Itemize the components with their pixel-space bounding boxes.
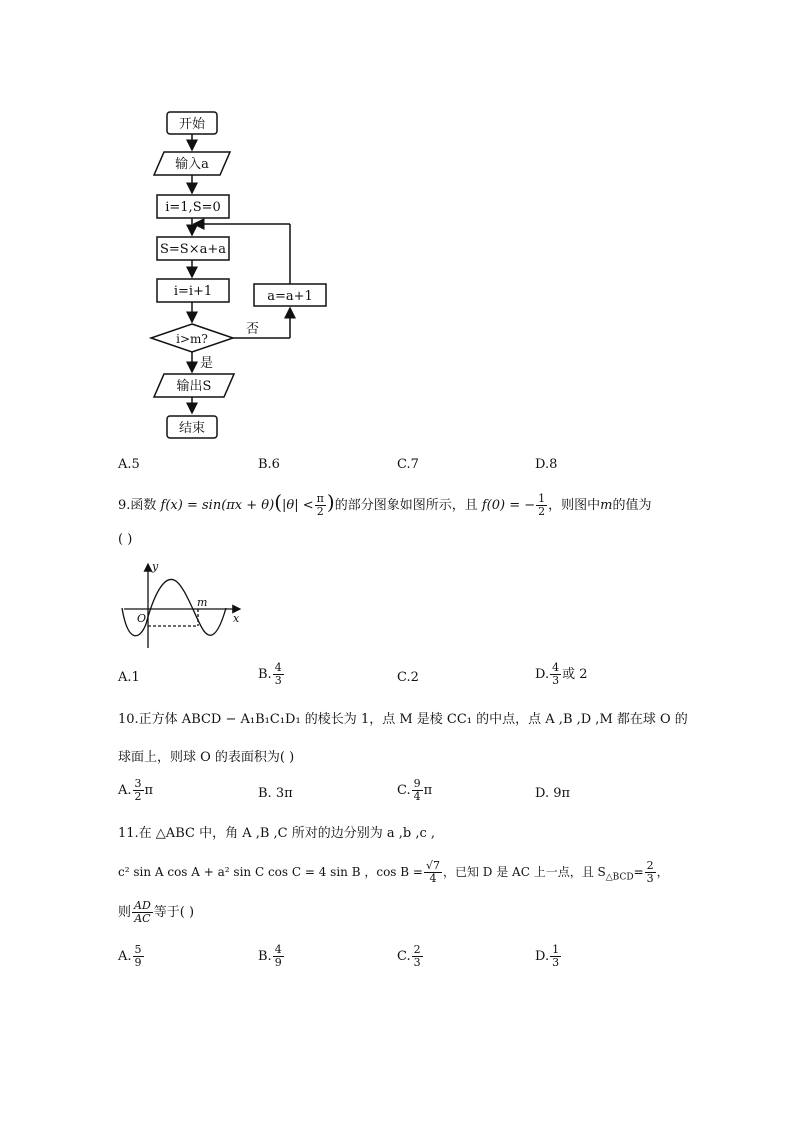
q10-line2: 球面上，则球 O 的表面积为( ): [118, 750, 295, 765]
q9-suffix: ，则图中: [548, 498, 601, 513]
q10-option-c-suffix: π: [423, 783, 433, 798]
q11-line3-den: AC: [134, 912, 151, 925]
q11-option-a-prefix: A.: [118, 949, 132, 964]
q10-option-c-num: 9: [413, 777, 421, 790]
q9-m-label: m: [197, 596, 208, 609]
q11-option-d-prefix: D.: [535, 949, 550, 964]
q11-option-d-num: 1: [552, 943, 560, 956]
q10-option-c: [397, 778, 432, 803]
q9-stem: 9.函数 f(x) = sin(πx + θ)(|θ| < $\frac{\pi}{2}$ )的部分图象如图所示，且 f(0) = − $\frac{1}{2}$ ，则图中m的值为: [118, 490, 652, 518]
flow-cond-label: i>m?: [176, 332, 208, 346]
q11-option-c: [397, 944, 424, 969]
q9-y-label: y: [152, 560, 159, 573]
q9-option-c: C.2: [397, 670, 419, 685]
q9-paren: ( ): [118, 532, 133, 547]
q11-option-a: [118, 944, 145, 969]
q11-line2-frac2: [645, 860, 656, 885]
q9-f0-num: 1: [538, 492, 546, 505]
q9-option-d-frac: [550, 662, 561, 687]
q11-line2b: ，已知 D 是 AC 上一点，且 S: [442, 865, 606, 879]
q10-line1: 10.正方体 ABCD − A₁B₁C₁D₁ 的棱长为 1，点 M 是棱 CC₁ 的中点，点 A ,B ,D ,M 都在球 O 的: [118, 712, 688, 727]
q8-option-b: B.6: [258, 457, 280, 472]
q11-line2-frac1: [424, 860, 442, 885]
q9-origin-label: O: [137, 612, 147, 625]
q11-option-d: [535, 944, 562, 969]
q9-option-a: A.1: [118, 670, 140, 685]
q11-option-a-num: 5: [134, 943, 142, 956]
flow-init-label: i=1,S=0: [165, 200, 221, 215]
q10-option-a-frac: [133, 778, 144, 803]
q11-line2-sub: △BCD: [605, 872, 634, 883]
q11-option-d-frac: [550, 944, 561, 969]
q11-line3-num: AD: [134, 899, 151, 912]
q8-option-c: C.7: [397, 457, 419, 472]
q11-option-c-den: 3: [413, 956, 421, 969]
q11-line2: [118, 860, 669, 885]
q11-line2-num2: 2: [646, 859, 654, 872]
q11-line2d: ，: [656, 865, 669, 879]
q9-f0-den: 2: [538, 505, 546, 518]
q11-line2c: =: [633, 865, 644, 879]
q9-cond-num: π: [316, 492, 324, 505]
flow-end-label: 结束: [178, 421, 206, 436]
q11-option-b-den: 9: [274, 956, 282, 969]
q11-option-d-den: 3: [552, 956, 560, 969]
q9-option-b-frac: [273, 662, 284, 687]
q9-cond: |θ| <: [282, 498, 314, 513]
q10-option-b: B. 3π: [258, 786, 293, 801]
q9-graph: [118, 558, 248, 653]
q9-option-b-prefix: B.: [258, 667, 272, 682]
q9-option-b-den: 3: [274, 674, 282, 687]
q10-option-a-suffix: π: [144, 783, 154, 798]
q11-option-a-frac: [133, 944, 144, 969]
flow-update-s-label: S=S×a+a: [160, 242, 226, 257]
q11-line2-num: √7: [425, 859, 440, 872]
q11-option-b: [258, 944, 285, 969]
q9-x-label: x: [233, 612, 240, 625]
q9-m: m: [600, 498, 613, 513]
flow-no-label: 否: [246, 322, 260, 337]
flow-inc-label: i=i+1: [173, 284, 213, 299]
q11-line3a: 则: [118, 905, 132, 920]
q10-option-a-num: 3: [134, 777, 142, 790]
q10-option-a-prefix: A.: [118, 783, 132, 798]
q9-prefix: 9.函数: [118, 498, 157, 513]
flow-output-label: 输出S: [176, 379, 212, 394]
q11-line2-den: 4: [429, 872, 437, 885]
q11-option-c-frac: [412, 944, 423, 969]
q9-func: f(x) = sin(πx + θ): [160, 498, 275, 513]
q9-option-d-num: 4: [552, 661, 560, 674]
q9-option-d: [535, 662, 588, 687]
q10-option-c-prefix: C.: [397, 783, 411, 798]
q9-middle: 的部分图象如图所示，且: [334, 498, 478, 513]
q9-option-d-prefix: D.: [535, 667, 550, 682]
q9-option-b: [258, 662, 285, 687]
q9-cond-den: 2: [316, 505, 324, 518]
q9-option-b-num: 4: [274, 661, 282, 674]
q11-line2-den2: 3: [646, 872, 654, 885]
q10-option-a: [118, 778, 153, 803]
flow-input-label: 输入a: [175, 157, 209, 172]
q11-line3: [118, 900, 194, 925]
q11-option-b-prefix: B.: [258, 949, 272, 964]
q11-line2a: c² sin A cos A + a² sin C cos C = 4 sin B ，cos B =: [118, 865, 423, 879]
q11-option-b-num: 4: [274, 943, 282, 956]
q9-option-d-den: 3: [552, 674, 560, 687]
flow-yes-label: 是: [200, 356, 214, 371]
q8-option-d: D.8: [535, 457, 558, 472]
q10-option-d: D. 9π: [535, 786, 571, 801]
q9-f0: f(0) = −: [481, 498, 536, 513]
q9-suffix2: 的值为: [612, 498, 652, 513]
q11-option-a-den: 9: [134, 956, 142, 969]
flow-start-label: 开始: [178, 117, 206, 132]
q11-line1: 11.在 △ABC 中，角 A ,B ,C 所对的边分别为 a ,b ,c ,: [118, 826, 436, 841]
q10-option-c-den: 4: [413, 790, 421, 803]
q8-option-a: A.5: [118, 457, 140, 472]
q9-f0-frac: [536, 493, 547, 518]
q11-option-b-frac: [273, 944, 284, 969]
q10-option-c-frac: [412, 778, 423, 803]
q9-curve: [122, 579, 226, 635]
flowchart: [140, 100, 340, 445]
q11-line3b: 等于( ): [153, 905, 195, 920]
q9-cond-frac: [315, 493, 326, 518]
flow-update-a-label: a=a+1: [267, 289, 313, 304]
q11-option-c-prefix: C.: [397, 949, 411, 964]
q10-option-a-den: 2: [134, 790, 142, 803]
q11-line3-frac: [132, 900, 153, 925]
q9-option-d-suffix: 或 2: [562, 667, 588, 682]
q11-option-c-num: 2: [413, 943, 421, 956]
